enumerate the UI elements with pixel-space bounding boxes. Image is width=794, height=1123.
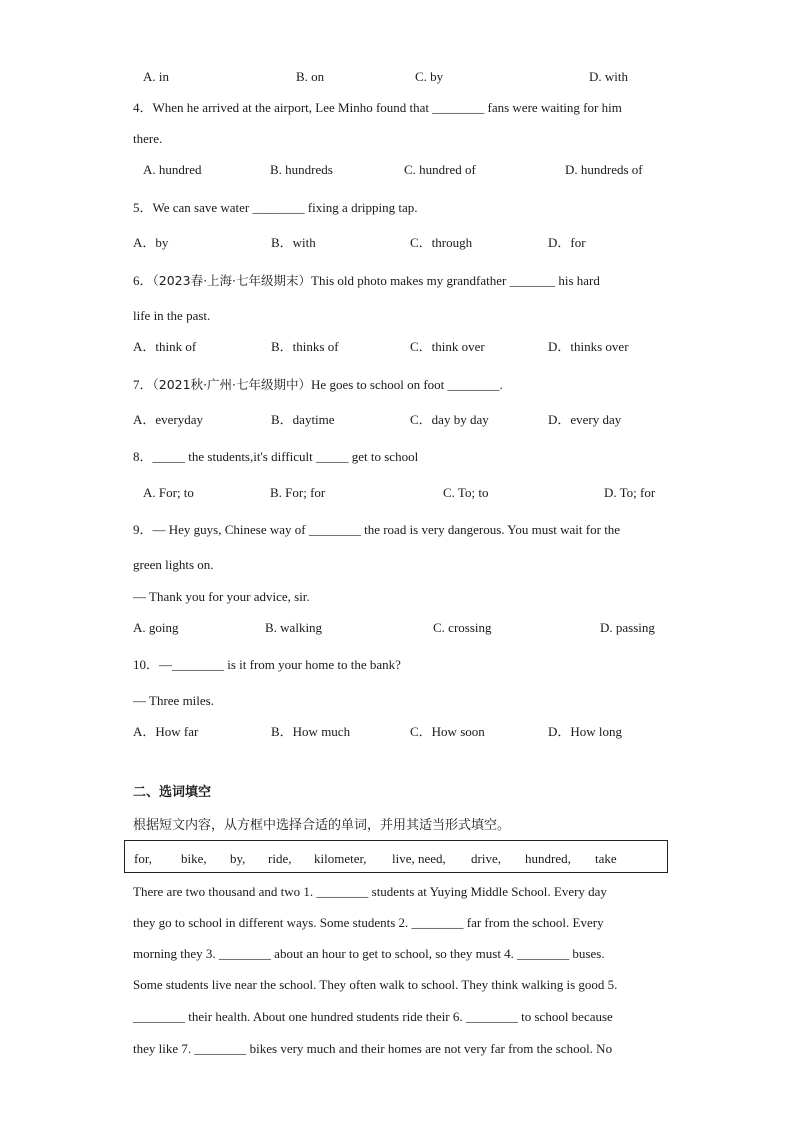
q8-option-c[interactable]: C. To; to — [443, 485, 489, 500]
q3-option-d[interactable]: D. with — [589, 69, 628, 84]
q5-stem: 5．We can save water ________ fixing a dripping tap. — [133, 200, 418, 215]
q6-stem-line2: life in the past. — [133, 308, 211, 323]
q8-option-b[interactable]: B. For; for — [270, 485, 326, 500]
q6-option-c[interactable]: C．think over — [410, 339, 485, 354]
passage-line: morning they 3. ________ about an hour to get to school, so they must 4. ________ buses. — [133, 946, 605, 961]
q3-option-a[interactable]: A. in — [143, 69, 169, 84]
q9-option-c[interactable]: C. crossing — [433, 620, 492, 635]
q4-option-b[interactable]: B. hundreds — [270, 162, 333, 177]
passage-line: There are two thousand and two 1. ________ students at Yuying Middle School. Every day — [133, 884, 607, 899]
word-bank-item: ride, — [268, 851, 292, 866]
q6-option-b[interactable]: B．thinks of — [271, 339, 339, 354]
q8-option-d[interactable]: D. To; for — [604, 485, 656, 500]
q9-stem-line3: — Thank you for your advice, sir. — [133, 589, 310, 604]
q7-option-b[interactable]: B．daytime — [271, 412, 335, 427]
word-bank-item: kilometer, — [314, 851, 367, 866]
q10-stem-line1: 10．—________ is it from your home to the bank? — [133, 657, 401, 672]
q10-option-d[interactable]: D．How long — [548, 724, 623, 739]
passage-line: they like 7. ________ bikes very much and their homes are not very far from the school. No — [133, 1041, 613, 1056]
q6-source-tag: （2023春·上海·七年级期末） — [152, 273, 312, 288]
q10-option-b[interactable]: B．How much — [271, 724, 351, 739]
q4-option-a[interactable]: A. hundred — [143, 162, 202, 177]
word-bank-item: drive, — [471, 851, 501, 866]
q7-source-tag: （2021秋·广州·七年级期中） — [152, 377, 312, 392]
q9-stem-line2: green lights on. — [133, 557, 214, 572]
q7-stem — [133, 377, 503, 393]
word-bank-item: hundred, — [525, 851, 571, 866]
q6-option-d[interactable]: D．thinks over — [548, 339, 629, 354]
section-instruction: 根据短文内容，从方框中选择合适的单词，并用其适当形式填空。 — [133, 818, 511, 833]
passage-line: ________ their health. About one hundred students ride their 6. ________ to school because — [133, 1009, 613, 1024]
passage-line: they go to school in different ways. Some students 2. ________ far from the school. Every — [133, 915, 604, 930]
word-bank-item: live, need, — [392, 851, 446, 866]
q10-stem-line2: — Three miles. — [133, 693, 214, 708]
word-bank-box — [124, 840, 668, 873]
q9-stem-line1: 9．— Hey guys, Chinese way of ________ the road is very dangerous. You must wait for the — [133, 522, 621, 537]
q6-stem-text: This old photo makes my grandfather _______ his hard — [311, 273, 600, 288]
q5-option-c[interactable]: C．through — [410, 235, 473, 250]
q4-stem-line1: 4．When he arrived at the airport, Lee Minho found that ________ fans were waiting for him — [133, 100, 622, 115]
q8-option-a[interactable]: A. For; to — [143, 485, 194, 500]
q3-option-c[interactable]: C. by — [415, 69, 444, 84]
q6-option-a[interactable]: A．think of — [133, 339, 197, 354]
q6-number: 6． — [133, 273, 153, 288]
q9-option-a[interactable]: A. going — [133, 620, 179, 635]
q7-option-d[interactable]: D．every day — [548, 412, 622, 427]
q10-option-c[interactable]: C．How soon — [410, 724, 485, 739]
passage-line: Some students live near the school. They often walk to school. They think walking is good 5. — [133, 977, 618, 992]
q5-option-d[interactable]: D．for — [548, 235, 586, 250]
word-bank-item: for, — [134, 851, 152, 866]
q4-option-d[interactable]: D. hundreds of — [565, 162, 643, 177]
q7-number: 7． — [133, 377, 153, 392]
q7-option-c[interactable]: C．day by day — [410, 412, 489, 427]
q3-option-b[interactable]: B. on — [296, 69, 325, 84]
q9-option-d[interactable]: D. passing — [600, 620, 655, 635]
q7-option-a[interactable]: A．everyday — [133, 412, 204, 427]
word-bank-item: take — [595, 851, 617, 866]
q4-option-c[interactable]: C. hundred of — [404, 162, 476, 177]
q4-stem-line2: there. — [133, 131, 163, 146]
q8-stem: 8．_____ the students,it's difficult _____ get to school — [133, 449, 419, 464]
word-bank-item: bike, — [181, 851, 207, 866]
q5-option-b[interactable]: B．with — [271, 235, 316, 250]
q10-option-a[interactable]: A．How far — [133, 724, 199, 739]
q9-option-b[interactable]: B. walking — [265, 620, 323, 635]
q7-stem-text: He goes to school on foot ________. — [311, 377, 503, 392]
q5-option-a[interactable]: A．by — [133, 235, 169, 250]
word-bank-item: by, — [230, 851, 246, 866]
section-title: 二、选词填空 — [133, 785, 212, 800]
q6-stem-line1 — [133, 273, 600, 289]
